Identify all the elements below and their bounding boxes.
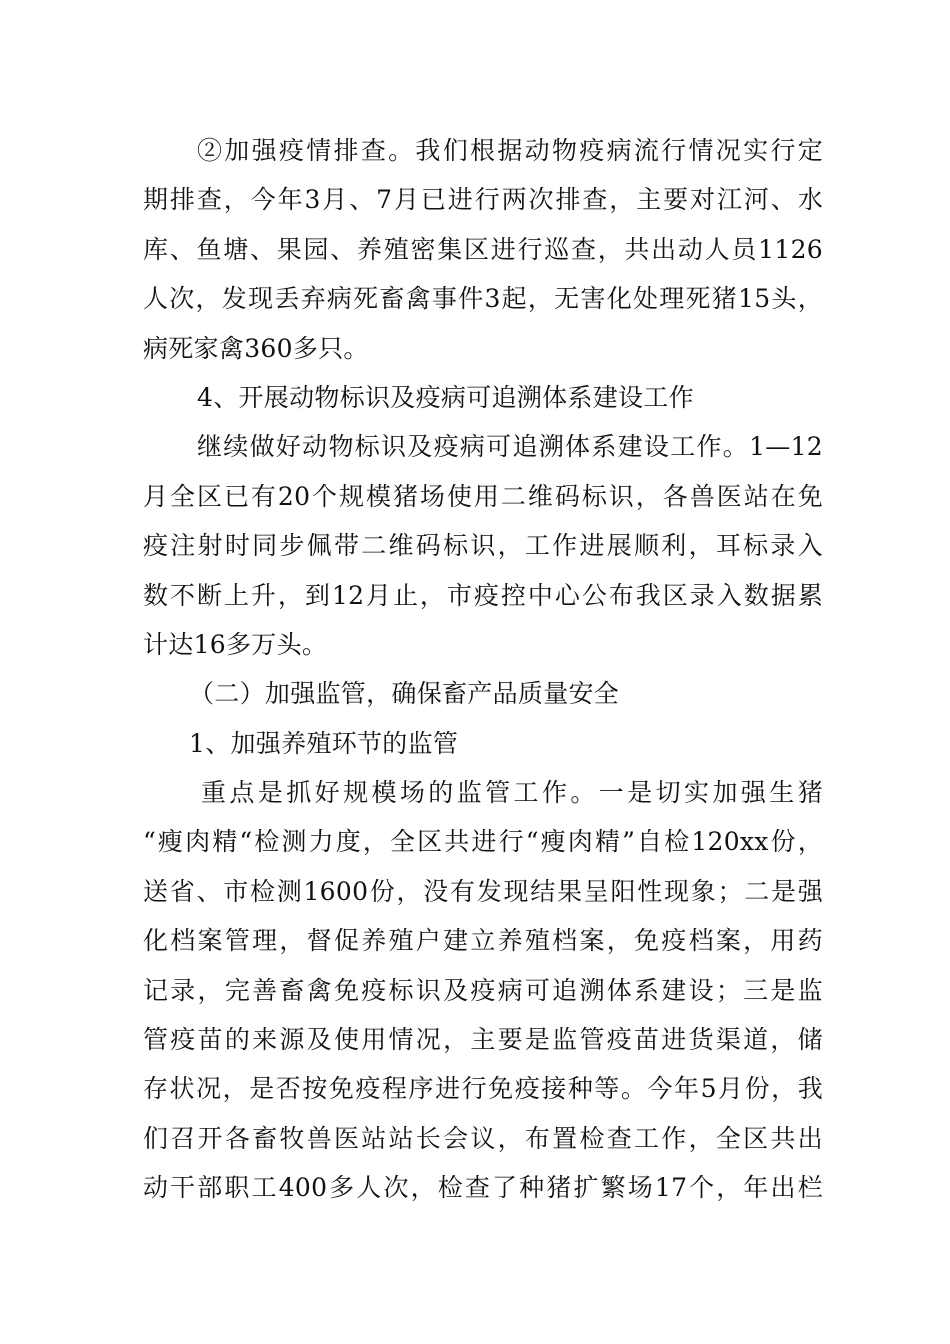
- paragraph-line: 疫注射时同步佩带二维码标识，工作进展顺利，耳标录入: [143, 531, 823, 561]
- section-heading: （二）加强监管，确保畜产品质量安全: [189, 679, 620, 709]
- paragraph-line: 期排查，今年3月、7月已进行两次排查，主要对江河、水: [143, 185, 823, 215]
- paragraph-line: 库、鱼塘、果园、养殖密集区进行巡查，共出动人员1126: [143, 234, 823, 264]
- paragraph-line: 数不断上升，到12月止，市疫控中心公布我区录入数据累: [143, 580, 823, 610]
- subsection-heading: 1、加强养殖环节的监管: [189, 728, 459, 758]
- paragraph-line: 计达16多万头。: [143, 629, 328, 659]
- paragraph-line: “瘦肉精“检测力度，全区共进行“瘦肉精”自检120xx份，: [143, 827, 823, 857]
- paragraph-line: 管疫苗的来源及使用情况，主要是监管疫苗进货渠道，储: [143, 1025, 823, 1055]
- paragraph-line: 送省、市检测1600份，没有发现结果呈阳性现象；二是强: [143, 876, 823, 906]
- paragraph-line: 病死家禽360多只。: [143, 333, 369, 363]
- document-body: [143, 126, 823, 1213]
- section-heading: 4、开展动物标识及疫病可追溯体系建设工作: [197, 382, 694, 412]
- paragraph-line: 动干部职工400多人次，检查了种猪扩繁场17个，年出栏: [143, 1173, 823, 1203]
- paragraph-line: ②加强疫情排查。我们根据动物疫病流行情况实行定: [197, 136, 823, 165]
- paragraph-line: 们召开各畜牧兽医站站长会议，布置检查工作，全区共出: [143, 1123, 823, 1153]
- paragraph-line: 记录，完善畜禽免疫标识及疫病可追溯体系建设；三是监: [143, 975, 823, 1005]
- paragraph-line: 人次，发现丢弃病死畜禽事件3起，无害化处理死猪15头，: [143, 284, 823, 314]
- paragraph-line: 继续做好动物标识及疫病可追溯体系建设工作。1—12: [197, 432, 823, 462]
- paragraph-line: 化档案管理，督促养殖户建立养殖档案，免疫档案，用药: [143, 926, 823, 956]
- paragraph-line: 存状况，是否按免疫程序进行免疫接种等。今年5月份，我: [143, 1074, 823, 1104]
- paragraph-line: 月全区已有20个规模猪场使用二维码标识，各兽医站在免: [143, 481, 823, 511]
- paragraph-line: 重点是抓好规模场的监管工作。一是切实加强生猪: [201, 778, 823, 808]
